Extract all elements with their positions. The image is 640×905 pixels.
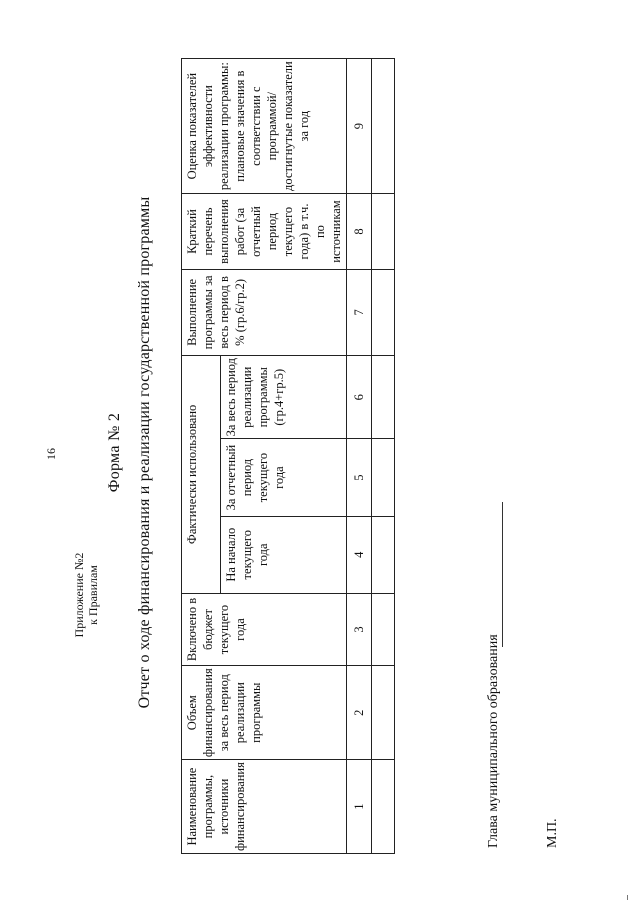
report-table xyxy=(181,58,395,854)
header-included-in-budget: Включено в бюджет текущего года xyxy=(182,593,347,666)
column-number: 9 xyxy=(347,59,372,194)
page-number: 16 xyxy=(44,448,58,460)
stamp-label: М.П. xyxy=(545,818,560,848)
subheader-reporting-period: За отчетный период текущего года xyxy=(220,439,347,516)
empty-cell xyxy=(372,516,395,593)
column-number: 5 xyxy=(347,439,372,516)
signature-line xyxy=(502,502,503,647)
header-execution-percent: Выполнение программы за весь период в % (гр.6/гр.2) xyxy=(182,269,347,355)
appendix-line-2: к Правилам xyxy=(86,565,100,625)
column-number: 7 xyxy=(347,269,372,355)
header-program-name: Наименование программы, источники финансирования xyxy=(182,760,347,854)
appendix-line-1: Приложение №2 xyxy=(72,552,86,638)
header-row xyxy=(182,59,221,854)
empty-cell xyxy=(372,356,395,439)
empty-cell xyxy=(372,59,395,194)
subheader-whole-period: За весь период реализации программы (гр.4+гр.5) xyxy=(220,356,347,439)
header-actually-used: Фактически использовано xyxy=(182,356,221,594)
column-number: 4 xyxy=(347,516,372,593)
header-total-financing: Объем финансирования за весь период реализации программы xyxy=(182,666,347,760)
empty-cell xyxy=(372,666,395,760)
empty-data-row xyxy=(372,59,395,854)
column-number: 1 xyxy=(347,760,372,854)
empty-cell xyxy=(372,439,395,516)
report-title: Отчет о ходе финансирования и реализации государственной программы xyxy=(136,196,153,709)
scan-edge-mark xyxy=(627,895,628,900)
column-number: 2 xyxy=(347,666,372,760)
column-number: 8 xyxy=(347,194,372,269)
column-number: 6 xyxy=(347,356,372,439)
empty-cell xyxy=(372,760,395,854)
municipal-head-label: Глава муниципального образования xyxy=(486,634,501,848)
column-numbers-row xyxy=(347,59,372,854)
form-title: Форма № 2 xyxy=(106,412,123,493)
column-number: 3 xyxy=(347,593,372,666)
subheader-start-of-year: На начало текущего года xyxy=(220,516,347,593)
header-efficiency-assessment: Оценка показателей эффективности реализации программы: плановые значения в соответствии с программой/ достигнутые показатели за год xyxy=(182,59,347,194)
empty-cell xyxy=(372,194,395,269)
header-work-summary: Краткий перечень выполнения работ (за отчетный период текущего года) в т.ч. по источникам xyxy=(182,194,347,269)
empty-cell xyxy=(372,269,395,355)
appendix-note xyxy=(72,525,100,665)
empty-cell xyxy=(372,593,395,666)
